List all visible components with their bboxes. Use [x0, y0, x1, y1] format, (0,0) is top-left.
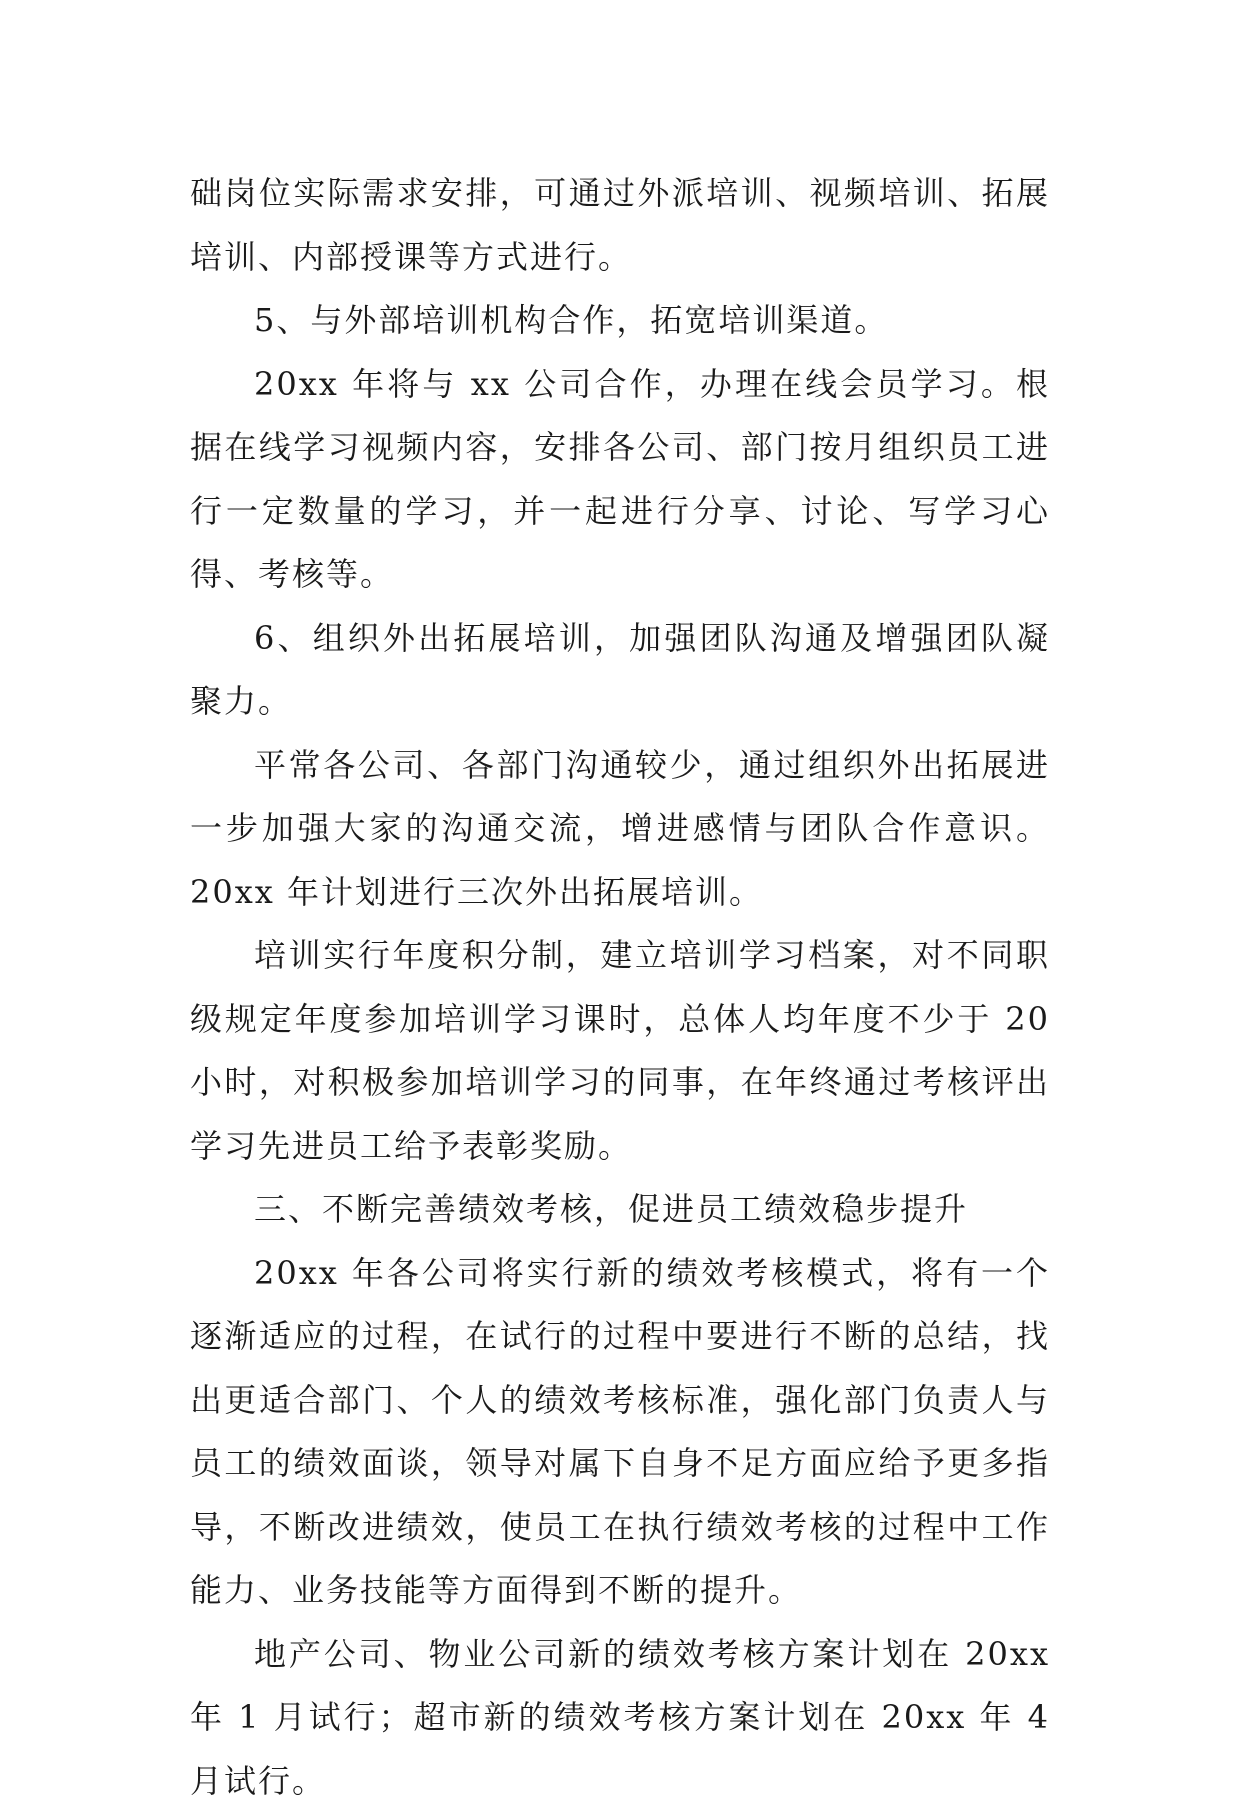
paragraph-item-5-heading: 5、与外部培训机构合作，拓宽培训渠道。 — [190, 289, 1050, 353]
paragraph-item-6-heading: 6、组织外出拓展培训，加强团队沟通及增强团队凝聚力。 — [190, 607, 1050, 734]
paragraph-online-learning: 20xx 年将与 xx 公司合作，办理在线会员学习。根据在线学习视频内容，安排各公司、部门按月组织员工进行一定数量的学习，并一起进行分享、讨论、写学习心得、考核等。 — [190, 353, 1050, 607]
paragraph-continuation: 础岗位实际需求安排，可通过外派培训、视频培训、拓展培训、内部授课等方式进行。 — [190, 162, 1050, 289]
paragraph-performance-model: 20xx 年各公司将实行新的绩效考核模式，将有一个逐渐适应的过程，在试行的过程中要进行不断的总结，找出更适合部门、个人的绩效考核标准，强化部门负责人与员工的绩效面谈，领导对属下自身不足方面应给予更多指导，不断改进绩效，使员工在执行绩效考核的过程中工作能力、业务技能等方面得到不断的提升。 — [190, 1242, 1050, 1623]
paragraph-performance-schedule: 地产公司、物业公司新的绩效考核方案计划在 20xx 年 1 月试行；超市新的绩效考核方案计划在 20xx 年 4 月试行。 — [190, 1623, 1050, 1813]
section-3-heading: 三、不断完善绩效考核，促进员工绩效稳步提升 — [190, 1178, 1050, 1242]
paragraph-training-credits: 培训实行年度积分制，建立培训学习档案，对不同职级规定年度参加培训学习课时，总体人均年度不少于 20 小时，对积极参加培训学习的同事，在年终通过考核评出学习先进员工给予表彰奖励。 — [190, 924, 1050, 1178]
paragraph-outdoor-training: 平常各公司、各部门沟通较少，通过组织外出拓展进一步加强大家的沟通交流，增进感情与团队合作意识。20xx 年计划进行三次外出拓展培训。 — [190, 734, 1050, 925]
document-body — [190, 162, 1050, 1813]
